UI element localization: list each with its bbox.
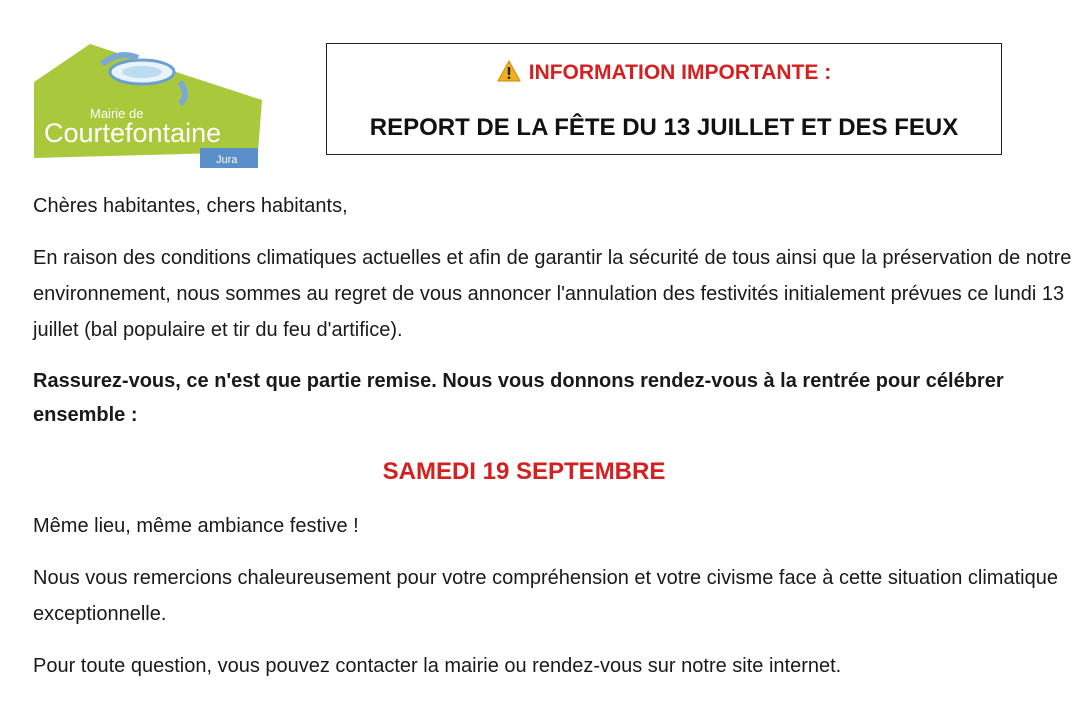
notice-title: REPORT DE LA FÊTE DU 13 JUILLET ET DES FEUX — [369, 114, 959, 141]
paragraph-same-place: Même lieu, même ambiance festive ! — [33, 515, 359, 537]
paragraph-thanks: Nous vous remercions chaleureusement pour votre compréhension et votre civisme face à cette situation climatique exceptionnelle. — [33, 567, 1058, 625]
notice-heading-line — [327, 60, 1001, 88]
logo-line2: Courtefontaine — [44, 118, 222, 148]
mairie-logo — [30, 42, 266, 170]
greeting: Chères habitantes, chers habitants, — [33, 195, 348, 217]
logo-line1: Mairie de — [90, 106, 144, 121]
notice-heading: INFORMATION IMPORTANTE : — [528, 61, 832, 84]
logo-graphic — [30, 42, 266, 170]
paragraph-reassurance: Rassurez-vous, ce n'est que partie remise. Nous vous donnons rendez-vous à la rentrée pour célébrer ensemble : — [33, 370, 1004, 426]
new-event-date: SAMEDI 19 SEPTEMBRE — [382, 458, 666, 485]
warning-icon — [497, 60, 521, 88]
paragraph-contact: Pour toute question, vous pouvez contacter la mairie ou rendez-vous sur notre site internet. — [33, 655, 842, 677]
important-notice-box — [326, 43, 1002, 155]
letter-body — [33, 188, 1079, 700]
logo-tag: Jura — [216, 154, 238, 166]
paragraph-cancellation: En raison des conditions climatiques actuelles et afin de garantir la sécurité de tous ainsi que la préservation de notre environnement, nous sommes au regret de vous annoncer l'annulation des festivités initialement prévues ce lundi 13 juillet (bal populaire et tir du feu d'artifice). — [33, 247, 1072, 341]
